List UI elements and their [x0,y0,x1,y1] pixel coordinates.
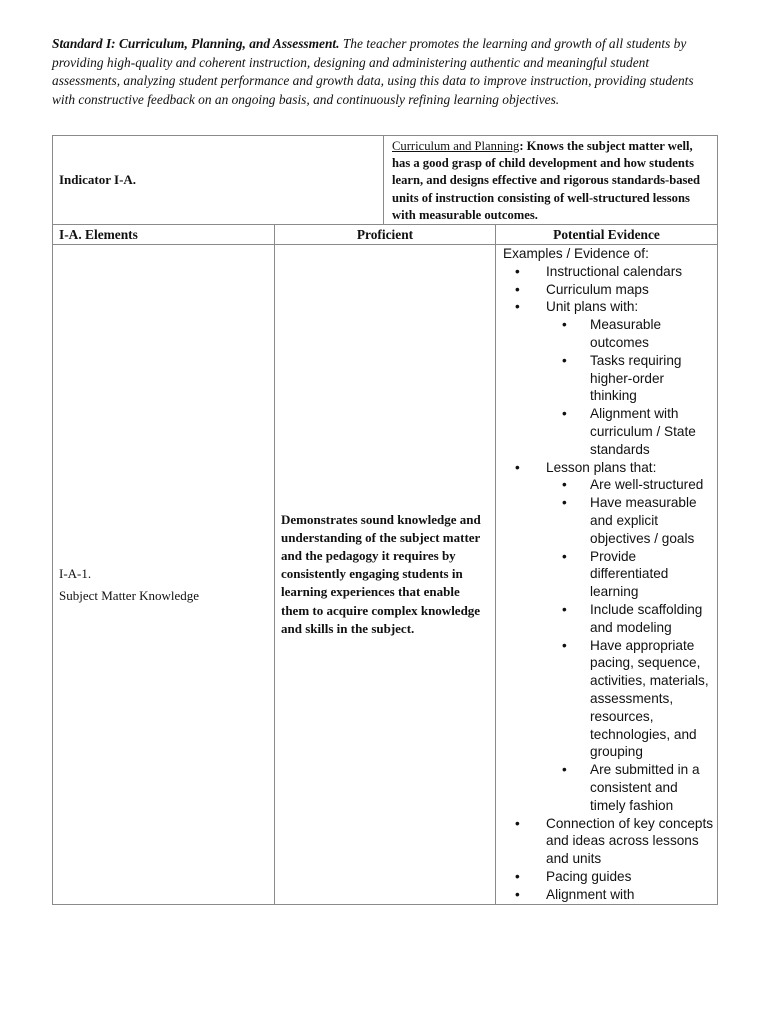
indicator-title: Curriculum and Planning [392,139,520,153]
header-proficient: Proficient [275,225,496,245]
header-evidence: Potential Evidence [496,225,718,245]
indicator-row [53,136,718,225]
bullet-icon: • [515,263,520,279]
element-cell [53,245,275,904]
list-item-text: Alignment with [546,886,635,902]
indicator-label: Indicator I-A. [53,136,384,225]
bullet-icon: • [562,601,567,617]
list-item-text: Unit plans with: [546,299,639,315]
header-elements: I-A. Elements [53,225,275,245]
list-item [503,815,713,868]
list-item [503,263,713,281]
list-item-text: Include scaffolding and modeling [590,601,703,635]
list-item [546,494,713,547]
list-item [503,281,713,299]
list-item [503,886,713,904]
list-item-text: Have appropriate pacing, sequence, activities, materials, assessments, resources, technologies, and grouping [590,637,709,760]
list-item-text: Pacing guides [546,868,632,884]
lesson-plans-sublist [546,476,713,814]
list-item-text: Are well-structured [590,477,704,493]
evidence-cell [496,245,718,904]
element-code: I-A-1. [59,566,92,582]
bullet-icon: • [562,548,567,564]
header-row [53,225,718,245]
list-item [546,405,713,458]
list-item-text: Instructional calendars [546,263,683,279]
bullet-icon: • [515,868,520,884]
bullet-icon: • [515,281,520,297]
unit-plans-sublist [546,316,713,458]
standard-intro [52,35,718,109]
list-item-text: Curriculum maps [546,281,649,297]
proficient-description: Demonstrates sound knowledge and understanding of the subject matter and the pedagogy it requires by consistently engaging students in learning experiences that enable them to acquire complex knowledge and skills in the subject. [275,245,496,904]
list-item [546,476,713,494]
bullet-icon: • [562,352,567,368]
bullet-icon: • [515,886,520,902]
list-item [546,637,713,762]
list-item-text: Connection of key concepts and ideas across lessons and units [546,815,714,867]
bullet-icon: • [562,762,567,778]
list-item [546,352,713,405]
list-item [503,298,713,458]
list-item-text: Provide differentiated learning [590,548,669,600]
bullet-icon: • [562,406,567,422]
bullet-icon: • [515,459,520,475]
list-item [503,868,713,886]
bullet-icon: • [515,299,520,315]
standard-description: The teacher promotes the learning and growth of all students by providing high-quality and coherent instruction, designing and administering authentic and meaningful student assessments, analyzing student performance and growth data, using this data to improve instruction, providing students with constructive feedback on an ongoing basis, and continuously refining learning objectives. [52,36,694,107]
standard-title: Standard I: Curriculum, Planning, and Assessment. [52,36,340,51]
indicator-description [384,136,718,225]
list-item [503,459,713,815]
evidence-list [503,263,713,904]
bullet-icon: • [562,495,567,511]
table-row [53,245,718,904]
list-item-text: Tasks requiring higher-order thinking [590,352,682,404]
element-name: Subject Matter Knowledge [59,588,200,604]
list-item-text: Lesson plans that: [546,459,657,475]
list-item [546,601,713,637]
list-item [546,316,713,352]
evidence-title: Examples / Evidence of: [503,246,649,262]
list-item-text: Have measurable and explicit objectives / goals [590,495,697,546]
list-item [546,548,713,601]
list-item-text: Are submitted in a consistent and timely fashion [590,762,700,813]
indicator-text: : Knows the subject matter well, has a good grasp of child development and how students learn, and designs effective and rigorous standards-based units of instruction consisting of well-structured lessons with measurable outcomes. [392,139,701,222]
bullet-icon: • [562,317,567,333]
bullet-icon: • [515,815,520,831]
bullet-icon: • [562,477,567,493]
list-item-text: Measurable outcomes [590,317,662,350]
list-item [546,761,713,814]
rubric-table [52,135,718,905]
bullet-icon: • [562,637,567,653]
list-item-text: Alignment with curriculum / State standards [590,406,696,457]
